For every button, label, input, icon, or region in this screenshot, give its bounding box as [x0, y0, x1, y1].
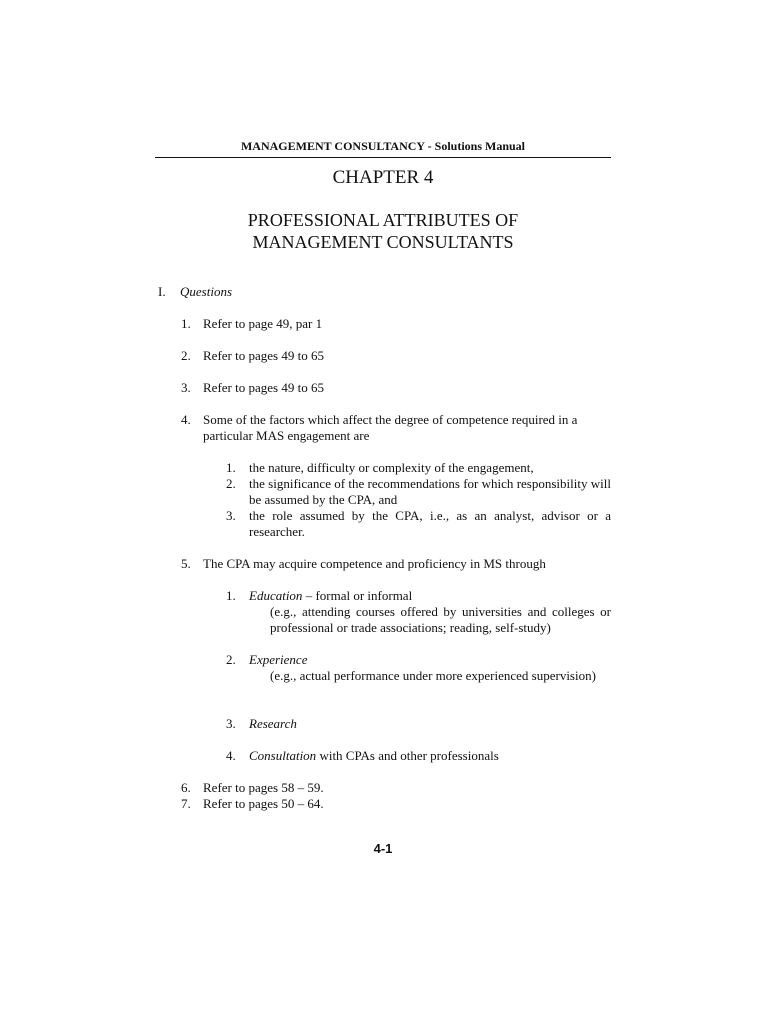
means-number: 1.: [226, 588, 236, 603]
means-number: 3.: [226, 716, 236, 731]
book-title: MANAGEMENT CONSULTANCY: [240, 139, 425, 153]
question-number: 6.: [181, 780, 191, 795]
means-term: Experience: [249, 652, 308, 667]
page-number: 4-1: [373, 841, 393, 856]
means-text: [249, 716, 611, 732]
section-heading: [158, 284, 232, 300]
means-text: [249, 748, 611, 764]
factor-text: the nature, difficulty or complexity of the engagement,: [249, 460, 534, 475]
section-name: Questions: [180, 284, 232, 299]
factor-text: the role assumed by the CPA, i.e., as an analyst, advisor or a researcher.: [249, 508, 611, 539]
means-rest: with CPAs and other professionals: [316, 748, 499, 763]
means-term: Consultation: [249, 748, 317, 763]
question-text: Refer to page 49, par 1: [203, 316, 323, 331]
question-text: Some of the factors which affect the degree of competence required in a particular MAS engagement are: [203, 412, 578, 443]
question-number: 5.: [181, 556, 191, 571]
question-number: 7.: [181, 796, 191, 811]
question-number: 2.: [181, 348, 191, 363]
factor-number: 1.: [226, 460, 236, 475]
header-subtitle: Solutions Manual: [434, 139, 526, 153]
means-text: [249, 588, 611, 604]
means-note-experience: (e.g., actual performance under more experienced supervision): [270, 668, 596, 683]
chapter-title-line-1: PROFESSIONAL ATTRIBUTES OF: [247, 210, 519, 230]
factor-number: 3.: [226, 508, 236, 523]
question-number: 4.: [181, 412, 191, 427]
chapter-title: [155, 209, 611, 253]
means-note-education: (e.g., attending courses offered by universities and colleges or professional or trade associations; reading, self-study): [270, 604, 611, 635]
means-term: Research: [249, 716, 297, 731]
question-text: Refer to pages 50 – 64.: [203, 796, 324, 811]
means-text: [249, 652, 611, 668]
means-number: 4.: [226, 748, 236, 763]
question-text: Refer to pages 49 to 65: [203, 348, 324, 363]
chapter-heading: CHAPTER 4: [332, 167, 434, 188]
question-text: Refer to pages 49 to 65: [203, 380, 324, 395]
means-rest: – formal or informal: [302, 588, 413, 603]
question-text: Refer to pages 58 – 59.: [203, 780, 324, 795]
means-term: Education: [249, 588, 303, 603]
means-number: 2.: [226, 652, 236, 667]
running-header: [155, 139, 611, 158]
factor-number: 2.: [226, 476, 236, 491]
question-number: 3.: [181, 380, 191, 395]
header-separator: -: [424, 139, 435, 153]
factor-text: the significance of the recommendations for which responsibility will be assumed by the CPA, and: [249, 476, 611, 507]
question-text: The CPA may acquire competence and proficiency in MS through: [203, 556, 546, 571]
section-numeral: I.: [158, 284, 166, 299]
chapter-title-line-2: MANAGEMENT CONSULTANTS: [252, 232, 514, 252]
question-number: 1.: [181, 316, 191, 331]
